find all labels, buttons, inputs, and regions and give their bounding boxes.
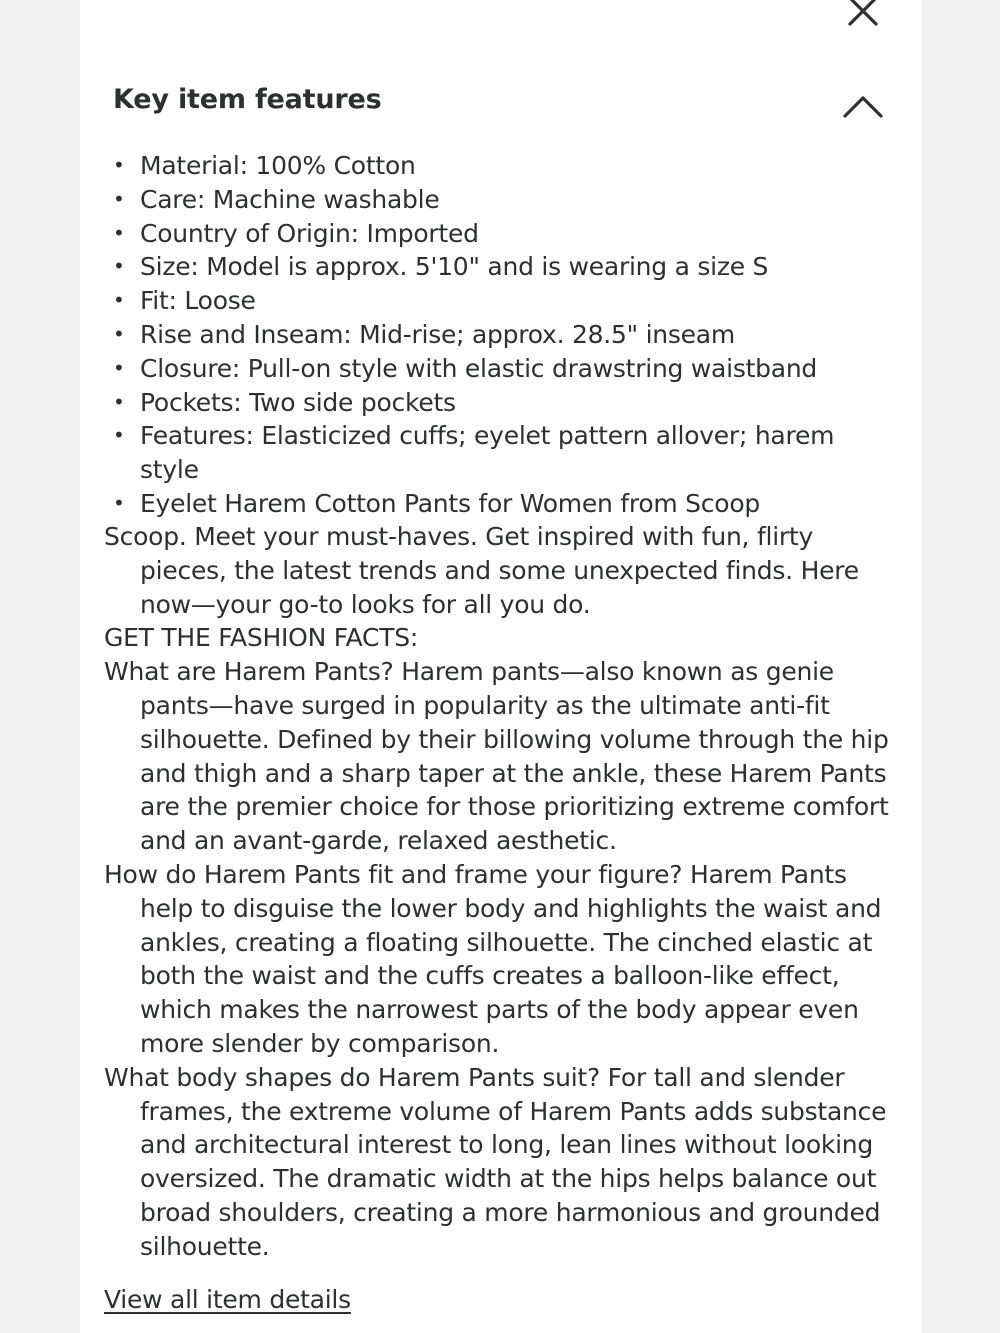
description-paragraph: What are Harem Pants? Harem pants—also known as genie pants—have surged in popularity as the ultimate anti-fit silhouette. Defined by their billowing volume through the hip and thigh and a sharp taper at the ankle, these Harem Pants are the premier choice for those prioritizing extreme comfort and an avant-garde, relaxed aesthetic. bbox=[104, 657, 889, 856]
bullet-icon: • bbox=[113, 321, 125, 346]
list-item: • Care: Machine washable bbox=[113, 183, 853, 217]
bullet-icon: • bbox=[113, 490, 125, 515]
bullet-icon: • bbox=[113, 153, 125, 177]
list-item: • Country of Origin: Imported bbox=[113, 217, 853, 251]
view-all-item-details-link[interactable]: View all item details bbox=[104, 1285, 351, 1314]
bullet-icon: • bbox=[113, 288, 125, 313]
bullet-icon: • bbox=[113, 423, 125, 448]
section-title: Key item features bbox=[113, 84, 382, 115]
list-item: • Pockets: Two side pockets bbox=[113, 386, 853, 420]
collapse-button[interactable] bbox=[841, 86, 885, 122]
list-item: • Size: Model is approx. 5'10" and is wearing a size S bbox=[113, 250, 853, 284]
list-item: • Features: Elasticized cuffs; eyelet pattern allover; harem style bbox=[113, 421, 835, 485]
list-item: • Closure: Pull-on style with elastic drawstring waistband bbox=[113, 352, 853, 386]
feature-list bbox=[113, 149, 853, 521]
bullet-icon: • bbox=[113, 355, 125, 380]
bullet-icon: • bbox=[113, 389, 125, 414]
list-item: • Material: 100% Cotton bbox=[113, 149, 853, 183]
description-paragraph: Scoop. Meet your must-haves. Get inspired with fun, flirty pieces, the latest trends and some unexpected finds. Here now—your go-to looks for all you do. bbox=[104, 522, 859, 619]
bullet-icon: • bbox=[113, 186, 125, 211]
bullet-icon: • bbox=[113, 254, 125, 279]
description-paragraph: What body shapes do Harem Pants suit? For tall and slender frames, the extreme volume of Harem Pants adds substance and architectural interest to long, lean lines without looking oversized. The dramatic width at the hips helps balance out broad shoulders, creating a more harmonious and grounded silhouette. bbox=[104, 1062, 887, 1261]
close-button[interactable] bbox=[844, 0, 882, 30]
list-item: • Fit: Loose bbox=[113, 284, 853, 318]
list-item: • Rise and Inseam: Mid-rise; approx. 28.5" inseam bbox=[113, 318, 853, 352]
list-item: • Eyelet Harem Cotton Pants for Women from Scoop bbox=[113, 487, 853, 521]
close-icon bbox=[844, 0, 882, 30]
description-paragraph: GET THE FASHION FACTS: bbox=[104, 623, 419, 653]
chevron-up-icon bbox=[841, 86, 885, 122]
description-paragraph: How do Harem Pants fit and frame your figure? Harem Pants help to disguise the lower body and highlights the waist and ankles, creating a floating silhouette. The cinched elastic at both the waist and the cuffs creates a balloon-like effect, which makes the narrowest parts of the body appear even more slender by comparison. bbox=[104, 859, 882, 1058]
bullet-icon: • bbox=[113, 220, 125, 245]
section-header[interactable] bbox=[113, 80, 893, 128]
product-description bbox=[104, 520, 904, 1264]
